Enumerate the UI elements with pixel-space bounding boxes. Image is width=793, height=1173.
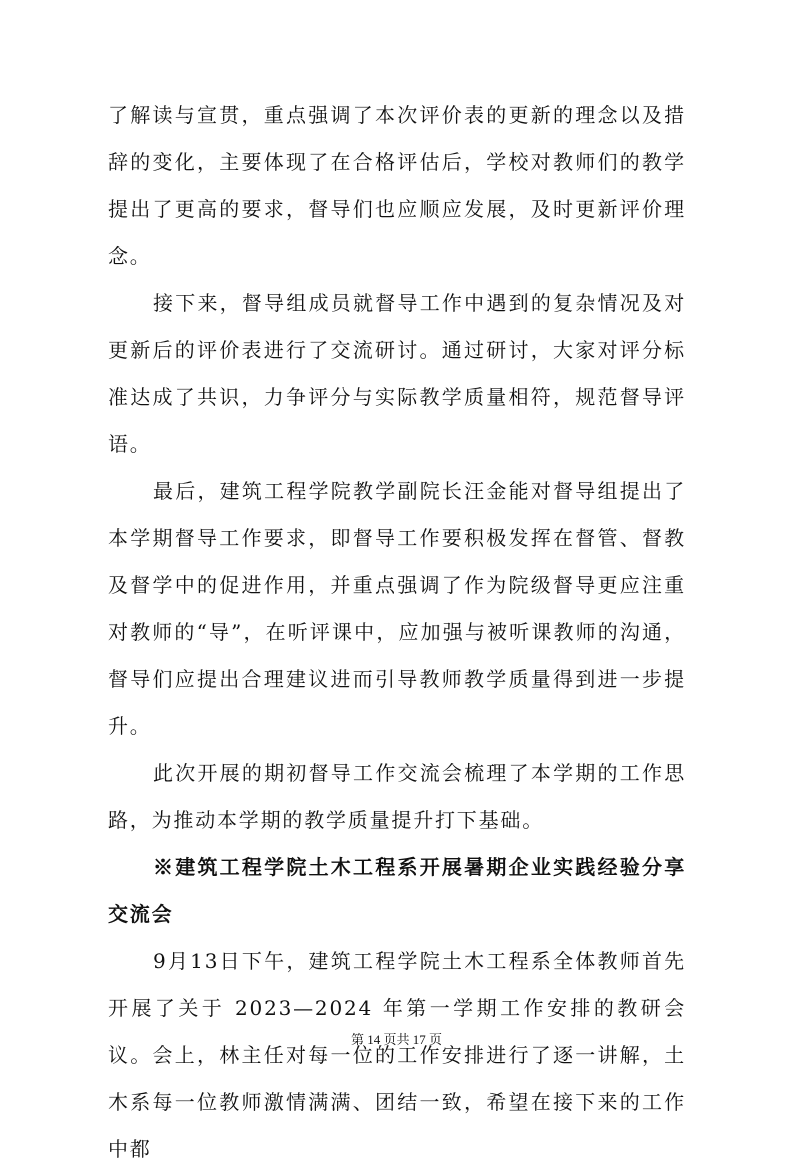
paragraph-section-body: 9月13日下午，建筑工程学院土木工程系全体教师首先开展了关于 2023—2024 年第一学期工作安排的教研会议。会上，林主任对每一位的工作安排进行了逐一讲解，土木系每一位教师激情满满、团结一致，希望在接下来的工作中都: [108, 949, 686, 1161]
paragraph-summary: 此次开展的期初督导工作交流会梳理了本学期的工作思路，为推动本学期的教学质量提升打下基础。: [108, 761, 686, 832]
section-heading: ※建筑工程学院土木工程系开展暑期企业实践经验分享交流会: [108, 855, 686, 926]
paragraph-discussion: 接下来，督导组成员就督导工作中遇到的复杂情况及对更新后的评价表进行了交流研讨。通过研讨，大家对评分标准达成了共识，力争评分与实际教学质量相符，规范督导评语。: [108, 291, 686, 456]
document-body: [108, 92, 686, 1173]
paragraph-requirements: 最后，建筑工程学院教学副院长汪金能对督导组提出了本学期督导工作要求，即督导工作要积极发挥在督管、督教及督学中的促进作用，并重点强调了作为院级督导更应注重对教师的“导”，在听评课中，应加强与被听课教师的沟通，督导们应提出合理建议进而引导教师教学质量得到进一步提升。: [108, 479, 686, 738]
paragraph-continuation: 了解读与宣贯，重点强调了本次评价表的更新的理念以及措辞的变化，主要体现了在合格评估后，学校对教师们的教学提出了更高的要求，督导们也应顺应发展，及时更新评价理念。: [108, 103, 686, 268]
page-number-footer: 第 14 页共 17 页: [350, 1032, 442, 1047]
